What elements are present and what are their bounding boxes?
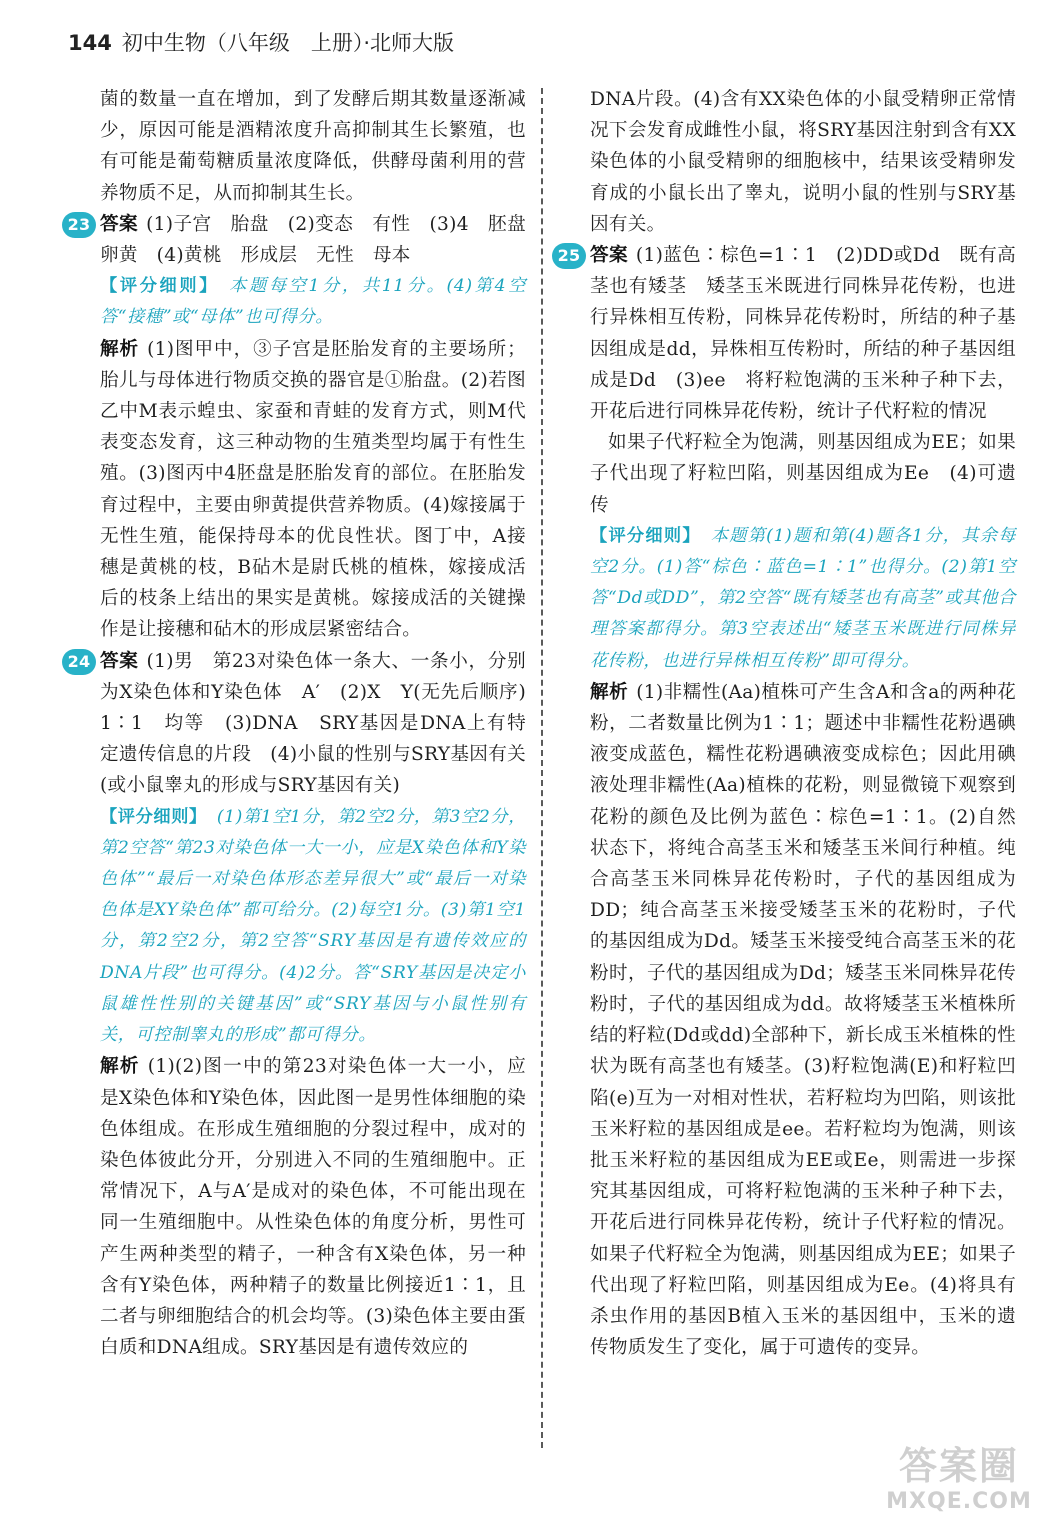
q23-analysis-text: (1)图甲中，③子宫是胚胎发育的主要场所；胎儿与母体进行物质交换的器官是①胎盘。(2)若图乙中M表示蝗虫、家蚕和青蛙的发育方式，则M代表变态发育，这三种动物的生殖类型均属于有性生殖。(3)图丙中4胚盘是胚胎发育的部位。在胚胎发育过程中，主要由卵黄提供营养物质。(4)嫁接属于无性生殖，能保持母本的优良性状。图丁中，A接穗是黄桃的枝，B砧木是尉氏桃的植株，嫁接成活后的枝条上结出的果实是黄桃。嫁接成活的关键操作是让接穗和砧木的形成层紧密结合。 bbox=[100, 338, 526, 641]
q24-scoring-text: (1)第1空1分，第2空2分，第3空2分，第2空答“第23对染色体一大一小，应是X染色体和Y染色体”“最后一对染色体形态差异很大”或“最后一对染色体是XY染色体”都可给分。(2)每空1分。(3)第1空1分，第2空2分，第2空答“SRY基因是有遗传效应的DNA片段”也可得分。(4)2分。答“SRY基因是决定小鼠雄性性别的关键基因”或“SRY基因与小鼠性别有关，可控制睾丸的形成”都可得分。 bbox=[100, 806, 526, 1046]
scoring-label: 【评分细则】 bbox=[100, 276, 220, 297]
scoring-label: 【评分细则】 bbox=[590, 525, 701, 546]
page-number: 144 bbox=[68, 31, 112, 55]
q23-number-badge: 23 bbox=[62, 212, 96, 238]
q23-answer-block bbox=[67, 209, 545, 646]
scoring-label: 【评分细则】 bbox=[100, 806, 207, 827]
analysis-label: 解析 bbox=[100, 1056, 140, 1078]
book-title: 初中生物（八年级 上册）·北师大版 bbox=[121, 31, 455, 55]
column-divider bbox=[541, 88, 543, 1448]
analysis-label: 解析 bbox=[100, 338, 140, 360]
page-header bbox=[68, 26, 454, 60]
q25-answer-continued: 如果子代籽粒全为饱满，则基因组成为EE；如果子代出现了籽粒凹陷，则基因组成为Ee (4)可遗传 bbox=[590, 432, 1016, 516]
q24-continued-text: DNA片段。(4)含有XX染色体的小鼠受精卵正常情况下会发育成雌性小鼠，将SRY基因注射到含有XX染色体的小鼠受精卵的细胞核中，结果该受精卵发育成的小鼠长出了睾丸，说明小鼠的性别与SRY基因有关。 bbox=[590, 89, 1016, 235]
q25-analysis-text: (1)非糯性(Aa)植株可产生含A和含a的两种花粉，二者数量比例为1∶1；题述中非糯性花粉遇碘液变成蓝色，糯性花粉遇碘液变成棕色；因此用碘液处理非糯性(Aa)植株的花粉，则显微镜下观察到花粉的颜色及比例为蓝色∶棕色=1∶1。(2)自然状态下，将纯合高茎玉米和矮茎玉米间行种植。纯合高茎玉米同株异花传粉时，子代的基因组成为DD；纯合高茎玉米接受矮茎玉米的花粉时，子代的基因组成为Dd。矮茎玉米接受纯合高茎玉米的花粉时，子代的基因组成为Dd；矮茎玉米同株异花传粉时，子代的基因组成为dd。故将矮茎玉米植株所结的籽粒(Dd或dd)全部种下，新长成玉米植株的性状为既有高茎也有矮茎。(3)籽粒饱满(E)和籽粒凹陷(e)互为一对相对性状，若籽粒均为凹陷，则该批玉米籽粒的基因组成是ee。若籽粒均为饱满，则该批玉米籽粒的基因组成为EE或Ee，则需进一步探究其基因组成，可将籽粒饱满的玉米种子种下去，开花后进行同株异花传粉，统计子代籽粒的情况。如果子代籽粒全为饱满，则基因组成为EE；如果子代出现了籽粒凹陷，则基因组成为Ee。(4)将具有杀虫作用的基因B植入玉米的基因组中，玉米的遗传物质发生了变化，属于可遗传的变异。 bbox=[590, 681, 1016, 1359]
q25-answer-block bbox=[557, 240, 1016, 1363]
answer-label: 答案 bbox=[100, 650, 139, 672]
q24-number-badge: 24 bbox=[62, 649, 96, 675]
q25-scoring-text: 本题第(1)题和第(4)题各1分，其余每空2分。(1)答“棕色∶蓝色=1∶1”也得分。(2)第1空答“Dd或DD”，第2空答“既有矮茎也有高茎”或其他合理答案都得分。第3空表述出“矮茎玉米既进行同株异花传粉，也进行异株相互传粉”即可得分。 bbox=[590, 525, 1016, 671]
q22-tail-text: 菌的数量一直在增加，到了发酵后期其数量逐渐减少，原因可能是酒精浓度升高抑制其生长繁殖，也有可能是葡萄糖质量浓度降低，供酵母菌利用的营养物质不足，从而抑制其生长。 bbox=[100, 89, 526, 204]
answer-label: 答案 bbox=[590, 245, 628, 267]
watermark-url: MXQE.COM bbox=[886, 1489, 1032, 1514]
right-column bbox=[557, 84, 1016, 1363]
q24-analysis-text: (1)(2)图一中的第23对染色体一大一小，应是X染色体和Y染色体，因此图一是男性体细胞的染色体组成。在形成生殖细胞的分裂过程中，成对的染色体彼此分开，分别进入不同的生殖细胞中。正常情况下，A与A′是成对的染色体，不可能出现在同一生殖细胞中。从性染色体的角度分析，男性可产生两种类型的精子，一种含有X染色体，另一种含有Y染色体，两种精子的数量比例接近1∶1，且二者与卵细胞结合的机会均等。(3)染色体主要由蛋白质和DNA组成。SRY基因是有遗传效应的 bbox=[100, 1056, 526, 1359]
watermark-logo bbox=[884, 1444, 1034, 1522]
q24-answer-text: (1)男 第23对染色体一条大、一条小，分别为X染色体和Y染色体 A′ (2)X Y(无先后顺序) 1∶1 均等 (3)DNA SRY基因是DNA上有特定遗传信息的片段 (4)小鼠的性别与SRY基因有关(或小鼠睾丸的形成与SRY基因有关) bbox=[100, 650, 545, 797]
watermark-text: 答案圈 bbox=[898, 1444, 1019, 1488]
analysis-label: 解析 bbox=[590, 681, 629, 703]
q24-answer-block bbox=[67, 646, 545, 1364]
answer-label: 答案 bbox=[100, 213, 139, 235]
q25-answer-text: (1)蓝色∶棕色=1∶1 (2)DD或Dd 既有高茎也有矮茎 矮茎玉米既进行同株异花传粉，也进行异株相互传粉，同株异花传粉时，所结的种子基因组成是dd，异株相互传粉时，所结的种子基因组成是Dd (3)ee 将籽粒饱满的玉米种子种下去，开花后进行同株异花传粉，统计子代籽粒的情况 bbox=[590, 245, 1016, 423]
q23-scoring-text: 本题每空1分，共11分。(4)第4空答“接穗”或“母体”也可得分。 bbox=[100, 276, 526, 328]
q25-number-badge: 25 bbox=[552, 243, 586, 269]
left-column bbox=[67, 84, 545, 1363]
q23-answer-text: (1)子宫 胎盘 (2)变态 有性 (3)4 胚盘 卵黄 (4)黄桃 形成层 无性 母本 bbox=[100, 213, 545, 267]
